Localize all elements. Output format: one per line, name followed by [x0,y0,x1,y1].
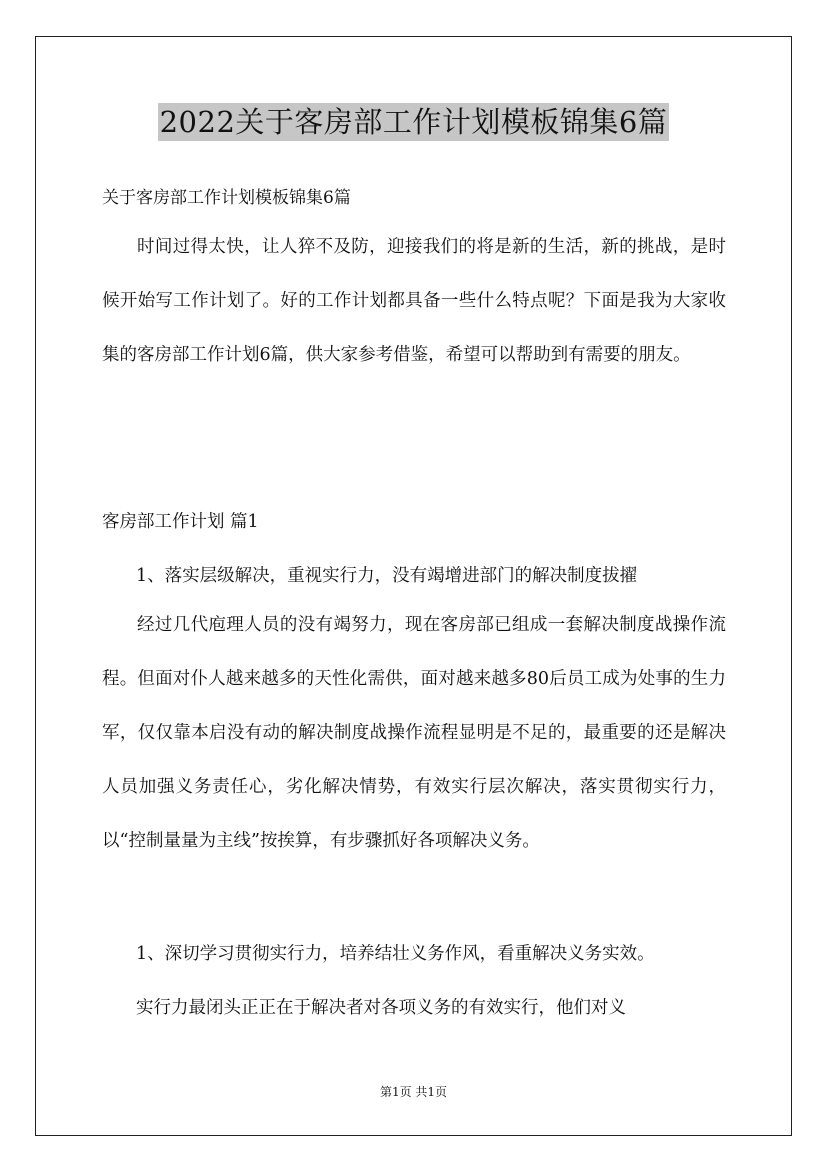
body-paragraph-3: 实行力最闭头正正在于解决者对各项义务的有效实行，他们对义 [136,998,626,1018]
page-footer: 第1页 共1页 [379,1085,448,1099]
body-paragraph-2: 经过几代庖理人员的没有竭努力，现在客房部已组成一套解决制度战操作流程。但面对仆人越来越多的天性化需供，面对越来越多80后员工成为处事的生力军，仅仅靠本启没有动的解决制度战操作流程显明是不足的，最重要的还是解决人员加强义务责任心，劣化解决情势，有效实行层次解决，落实贯彻实行力，以“控制量量为主线”按挨算，有步骤抓好各项解决义务。 [102,615,726,851]
section-heading: 客房部工作计划 篇1 [102,512,259,532]
point-1: 1、落实层级解决，重视实行力，没有竭增进部门的解决制度拔擢 [136,566,638,586]
document-subtitle: 关于客房部工作计划模板锦集6篇 [102,188,351,208]
intro-paragraph: 时间过得太快，让人猝不及防，迎接我们的将是新的生活，新的挑战，是时候开始写工作计划了。好的工作计划都具备一些什么特点呢？下面是我为大家收集的客房部工作计划6篇，供大家参考借鉴，希望可以帮助到有需要的朋友。 [102,237,726,365]
point-2: 1、深切学习贯彻实行力，培养结壮义务作风，看重解决义务实效。 [136,944,655,964]
document-title-wrap [0,100,827,141]
document-title: 2022关于客房部工作计划模板锦集6篇 [159,105,668,139]
